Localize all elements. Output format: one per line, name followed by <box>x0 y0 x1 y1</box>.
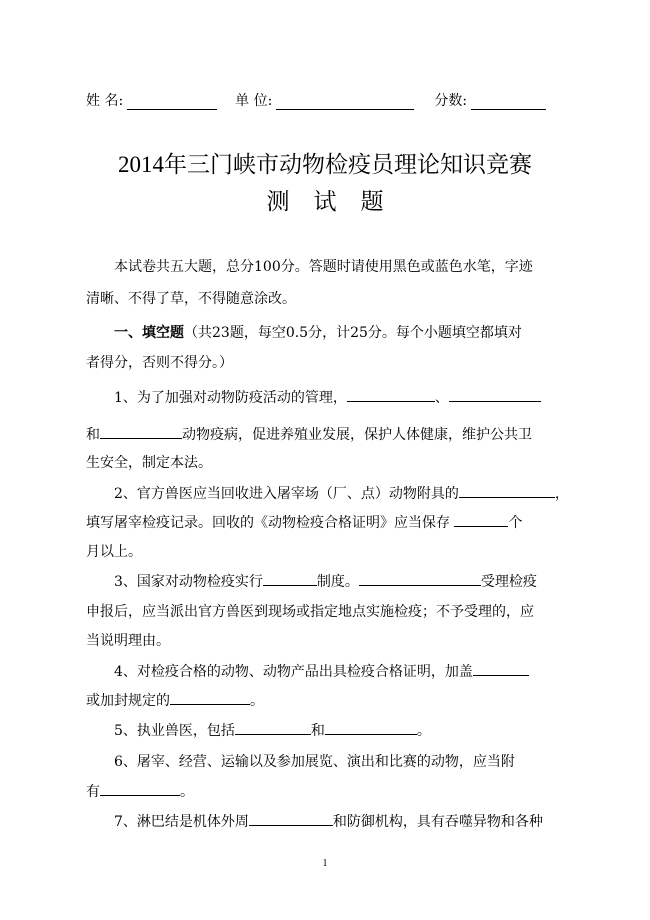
q2-text-a: 2、官方兽医应当回收进入屠宰场（厂、点）动物附具的 <box>114 486 459 502</box>
score-field <box>434 90 546 110</box>
question-6-line-2 <box>86 781 572 801</box>
q3-text-c: 受理检疫 <box>480 574 537 590</box>
question-1-line-1 <box>86 387 572 407</box>
score-label: 分数: <box>434 93 468 109</box>
q4-text-b: 或加封规定的 <box>86 693 170 709</box>
q1-blank-2[interactable] <box>449 387 541 402</box>
question-5-line-1 <box>86 720 572 740</box>
q5-text-c: 。 <box>416 723 431 739</box>
unit-label: 单 位: <box>235 93 273 109</box>
q4-blank-1[interactable] <box>473 661 529 676</box>
instructions-line-1: 本试卷共五大题，总分100分。答题时请使用黑色或蓝色水笔，字迹 <box>114 259 533 275</box>
q3-blank-2[interactable] <box>359 571 481 586</box>
question-3-line-1 <box>86 571 572 591</box>
q1-blank-3[interactable] <box>100 424 182 439</box>
q4-text-a: 4、对检疫合格的动物、动物产品出具检疫合格证明，加盖 <box>114 664 473 680</box>
q2-text-d: 个 <box>508 515 523 531</box>
q2-text-b: ， <box>554 486 569 502</box>
question-4-line-2 <box>86 690 572 710</box>
question-3-line-3: 当说明理由。 <box>86 633 170 649</box>
q6-text-b: 有 <box>86 784 100 800</box>
q2-text-c: 填写屠宰检疫记录。回收的《动物检疫合格证明》应当保存 <box>86 515 450 531</box>
q1-text-d: 动物疫病，促进养殖业发展，保护人体健康，维护公共卫 <box>182 427 532 443</box>
q2-blank-2[interactable] <box>454 512 508 527</box>
q6-text-c: 。 <box>180 784 194 800</box>
score-blank[interactable] <box>471 92 546 110</box>
question-2-line-3: 月以上。 <box>86 544 142 560</box>
q5-blank-2[interactable] <box>325 720 417 735</box>
page-number: 1 <box>322 858 328 869</box>
name-field <box>86 90 217 110</box>
exam-header <box>86 86 570 110</box>
exam-title: 2014年三门峡市动物检疫员理论知识竞赛 <box>118 152 532 177</box>
question-6-line-1: 6、屠宰、经营、运输以及参加展览、演出和比赛的动物，应当附 <box>114 754 515 770</box>
q1-text-a: 1、为了加强对动物防疫活动的管理， <box>114 390 347 406</box>
question-2-line-2 <box>86 512 572 532</box>
instructions-line-2: 清晰、不得了草，不得随意涂改。 <box>86 291 296 307</box>
section-1-desc-1: （共23题，每空0.5分，计25分。每个小题填空都填对 <box>184 325 522 341</box>
exam-subtitle: 测试题 <box>266 189 408 215</box>
question-4-line-1 <box>86 661 572 681</box>
q3-text-b: 制度。 <box>316 574 359 590</box>
q5-text-b: 和 <box>310 723 325 739</box>
question-1-line-2 <box>86 424 572 444</box>
section-1-heading-line <box>86 322 572 342</box>
q5-blank-1[interactable] <box>235 720 311 735</box>
q3-blank-1[interactable] <box>263 571 317 586</box>
section-1-heading: 一、填空题 <box>114 325 184 341</box>
q4-text-c: 。 <box>250 693 264 709</box>
q6-blank-1[interactable] <box>100 781 180 796</box>
q2-blank-1[interactable] <box>459 483 555 498</box>
q5-text-a: 5、执业兽医，包括 <box>114 723 235 739</box>
q1-text-c: 和 <box>86 427 100 443</box>
q1-text-b: 、 <box>434 390 449 406</box>
q7-text-a: 7、淋巴结是机体外周 <box>114 814 249 830</box>
question-3-line-2: 申报后，应当派出官方兽医到现场或指定地点实施检疫；不予受理的，应 <box>86 604 534 620</box>
name-label: 姓 名: <box>86 93 124 109</box>
unit-field <box>235 90 414 110</box>
q4-blank-2[interactable] <box>170 690 250 705</box>
question-1-line-3: 生安全，制定本法。 <box>86 455 212 471</box>
q7-text-b: 和防御机构，具有吞噬异物和各种 <box>332 814 543 830</box>
name-blank[interactable] <box>127 92 217 110</box>
q1-blank-1[interactable] <box>347 387 435 402</box>
q3-text-a: 3、国家对动物检疫实行 <box>114 574 263 590</box>
unit-blank[interactable] <box>276 92 414 110</box>
question-7-line-1 <box>86 811 572 831</box>
q7-blank-1[interactable] <box>249 811 333 826</box>
question-2-line-1 <box>86 483 572 503</box>
section-1-desc-2: 者得分，否则不得分。） <box>86 355 233 371</box>
